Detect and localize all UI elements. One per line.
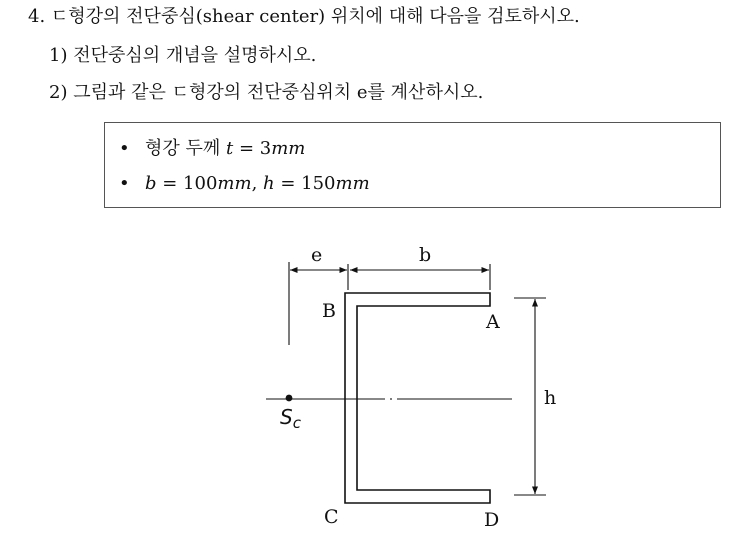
shear-center-subscript: c xyxy=(292,414,301,432)
label-point-a: A xyxy=(486,311,500,333)
thickness-value: = 3 xyxy=(233,138,272,159)
height-unit: mm xyxy=(335,173,370,194)
question-title: 4. ㄷ형강의 전단중심(shear center) 위치에 대해 다음을 검토하시오. xyxy=(28,6,580,27)
dimension-separator: , xyxy=(251,173,264,194)
height-var: h xyxy=(263,173,275,194)
bullet-icon: • xyxy=(119,138,130,159)
bullet-icon: • xyxy=(119,173,130,194)
label-e: e xyxy=(311,244,323,266)
thickness-label: 형강 두께 xyxy=(145,138,226,159)
width-value: = 100 xyxy=(156,173,218,194)
height-value: = 150 xyxy=(274,173,336,194)
label-point-c: C xyxy=(324,506,339,528)
width-unit: mm xyxy=(217,173,252,194)
question-sub-2: 2) 그림과 같은 ㄷ형강의 전단중심위치 e를 계산하시오. xyxy=(49,82,484,103)
thickness-var: t xyxy=(226,138,234,159)
shear-center-main: S xyxy=(280,405,293,429)
label-h: h xyxy=(544,387,557,409)
label-point-d: D xyxy=(484,509,500,531)
label-point-b: B xyxy=(322,300,336,322)
shear-center-label xyxy=(280,405,302,432)
channel-outline xyxy=(345,293,490,503)
label-b: b xyxy=(419,244,432,266)
thickness-unit: mm xyxy=(271,138,306,159)
question-sub-1: 1) 전단중심의 개념을 설명하시오. xyxy=(49,45,317,66)
width-var: b xyxy=(145,173,157,194)
shear-center-point xyxy=(286,395,293,402)
